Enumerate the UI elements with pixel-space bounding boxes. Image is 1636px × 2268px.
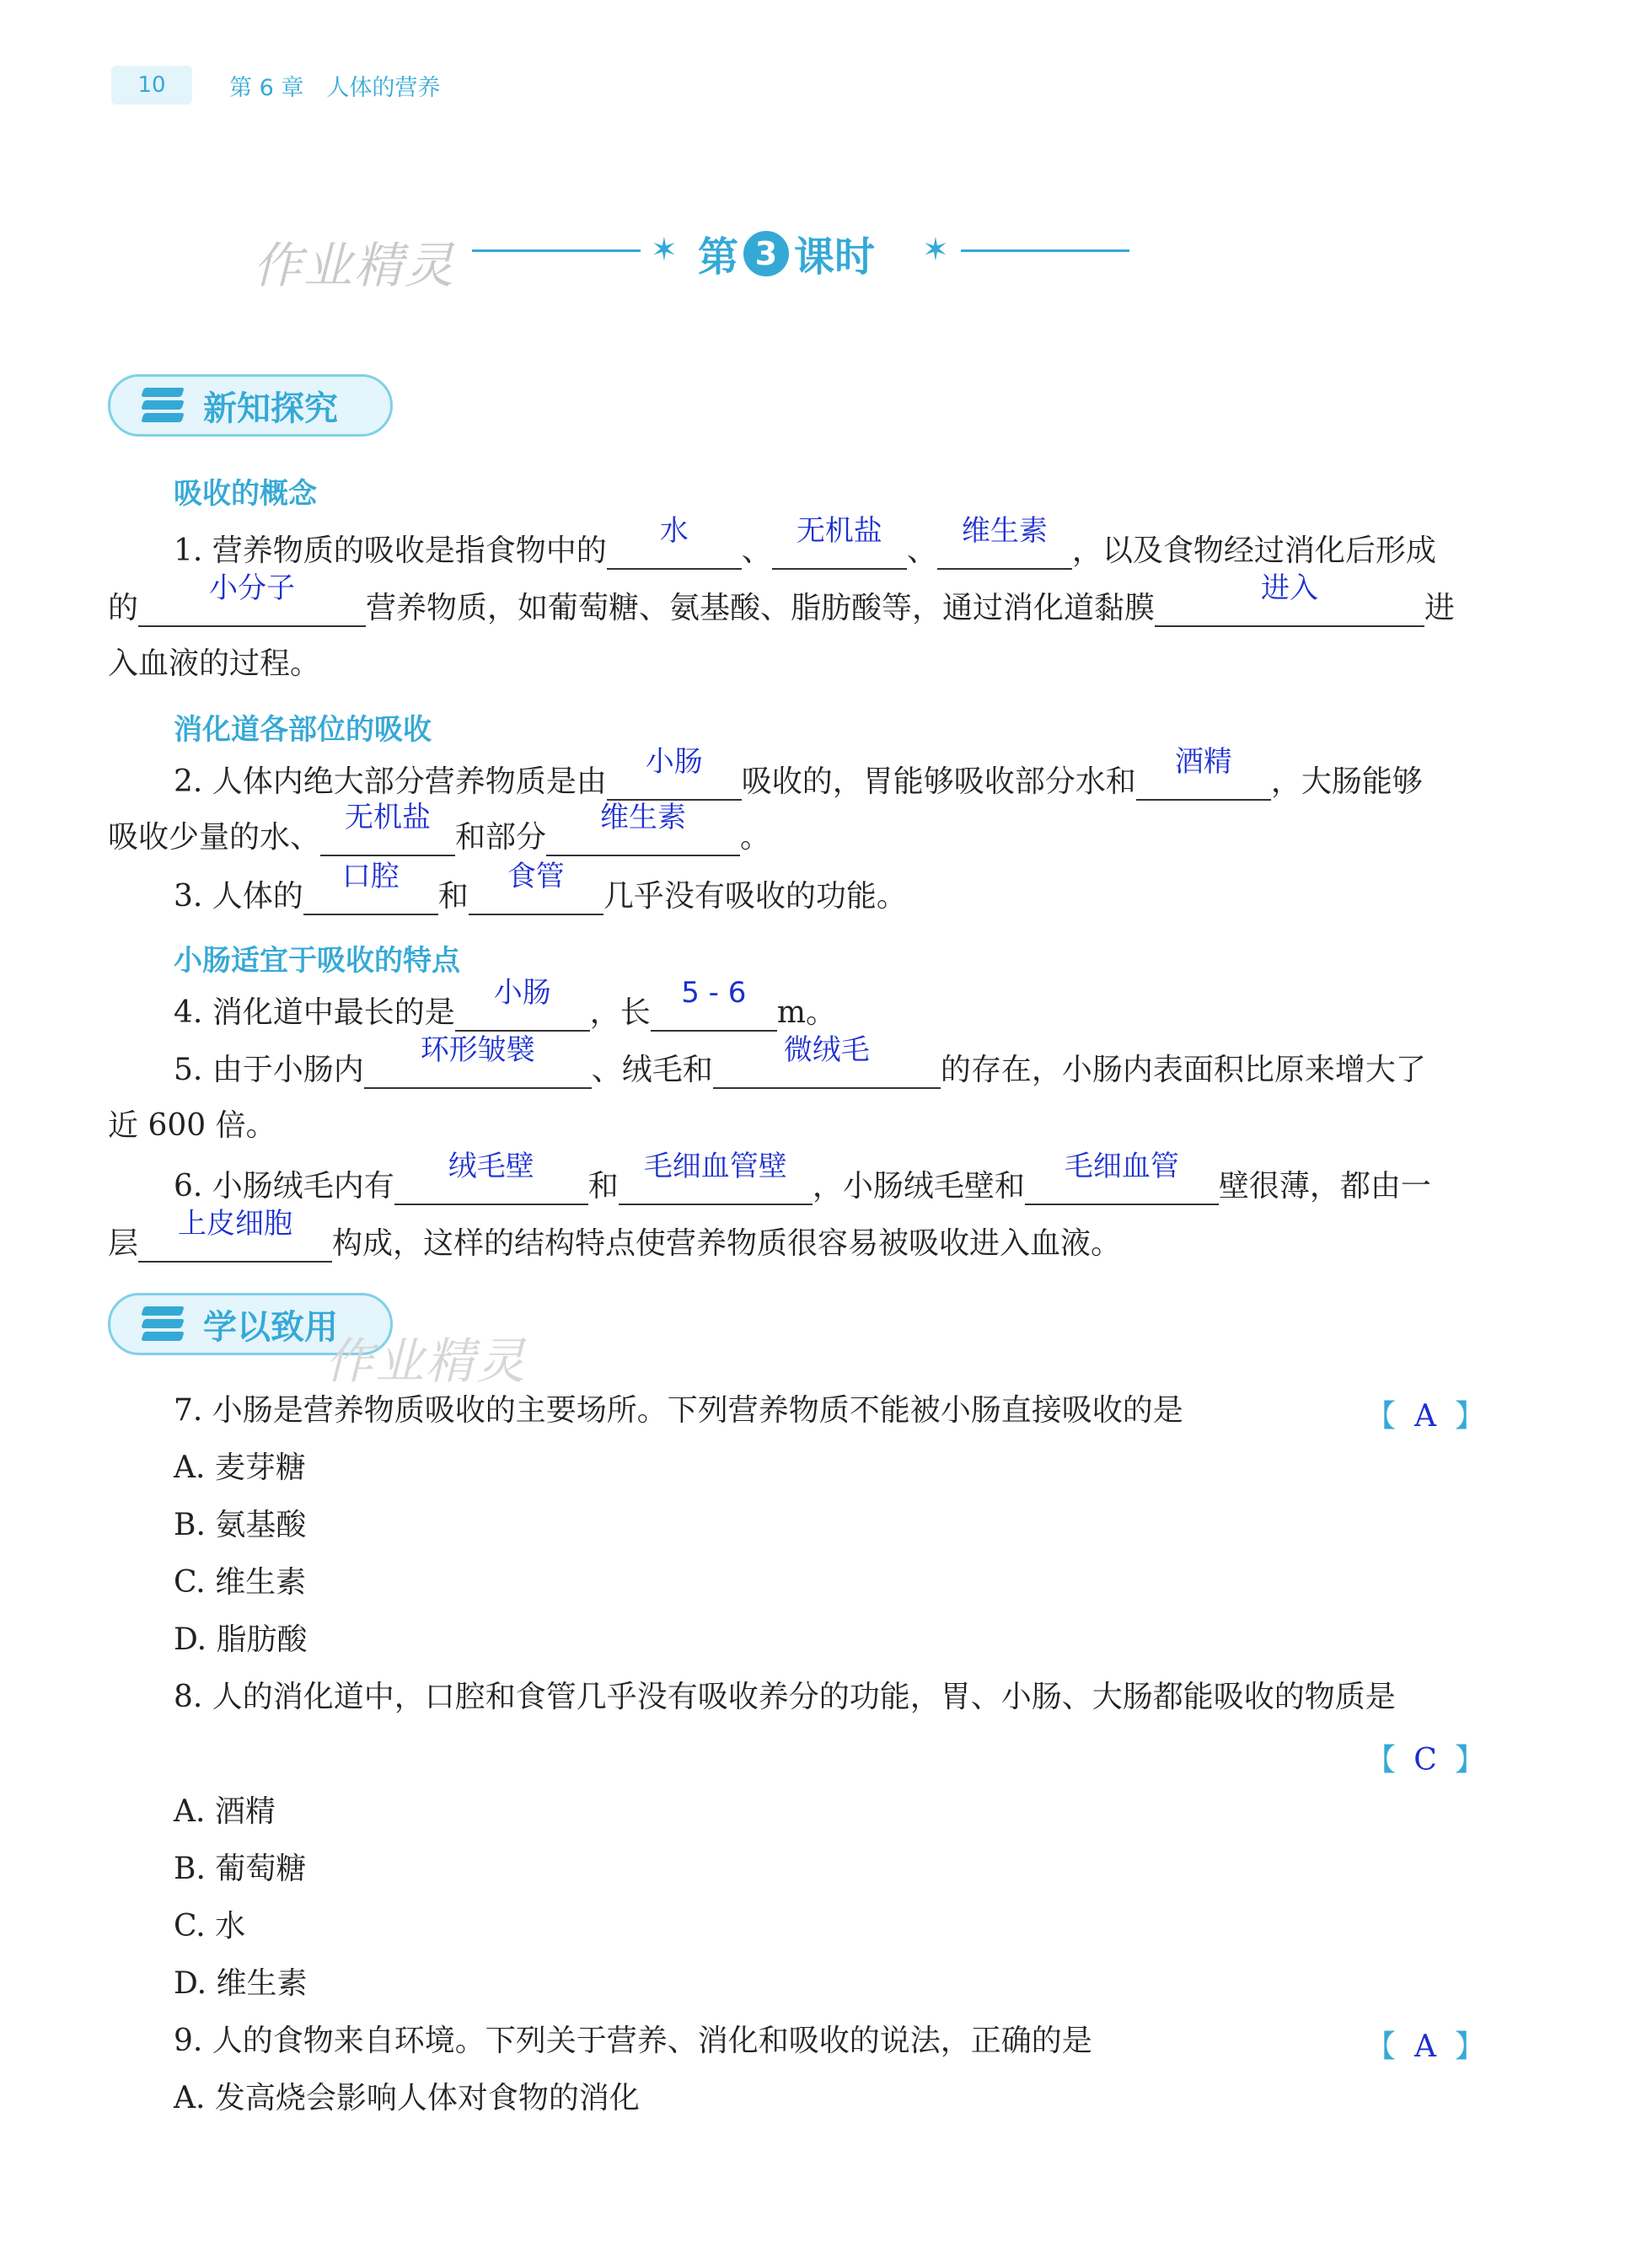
question-1-line-3: 入血液的过程。 <box>108 646 321 681</box>
section-title: 学以致用 <box>203 1307 338 1347</box>
option-9a: A. 发高烧会影响人体对食物的消化 <box>174 2081 640 2115</box>
answer: 小肠 <box>493 976 551 1010</box>
title-divider-left <box>472 249 641 252</box>
subhead-digestive-tract-absorption: 消化道各部位的吸收 <box>174 713 432 747</box>
answer: 水 <box>659 514 689 548</box>
question-2-line-2: 吸收少量的水、 无机盐 和部分 维生素 。 <box>108 801 771 855</box>
question-6-line-2: 层 上皮细胞 构成，这样的结构特点使营养物质很容易被吸收进入血液。 <box>108 1207 1122 1261</box>
answer: C <box>1413 1743 1437 1777</box>
star-icon: ✶ <box>651 231 678 268</box>
question-3: 3. 人体的 口腔 和 食管 几乎没有吸收的功能。 <box>174 860 907 914</box>
lesson-title-suffix: 课时 <box>794 233 876 281</box>
question-1-line-2: 的 小分子 营养物质，如葡萄糖、氨基酸、脂肪酸等，通过消化道黏膜 进入 进 <box>108 571 1456 625</box>
subhead-small-intestine-features: 小肠适宜于吸收的特点 <box>174 944 460 978</box>
watermark: 作业精灵 <box>325 1332 528 1390</box>
answer: 小分子 <box>209 571 296 605</box>
answer: 小肠 <box>645 745 703 779</box>
option-7d: D. 脂肪酸 <box>174 1622 308 1657</box>
answer: 绒毛壁 <box>448 1150 534 1183</box>
lesson-number-circle: 3 <box>743 231 789 276</box>
option-7b: B. 氨基酸 <box>174 1508 307 1542</box>
title-divider-right <box>961 249 1129 252</box>
chapter-title: 第 6 章 人体的营养 <box>229 75 441 101</box>
question-5-line-2: 近 600 倍。 <box>108 1108 276 1143</box>
answer: A <box>1414 2029 1437 2064</box>
question-1-line-1: 1. 营养物质的吸收是指食物中的 水 、 无机盐 、 维生素 ，以及食物经过消化后形成 <box>174 514 1436 568</box>
question-2-line-1: 2. 人体内绝大部分营养物质是由 小肠 吸收的，胃能够吸收部分水和 酒精 ，大肠能够 <box>174 745 1423 799</box>
answer: 进入 <box>1261 571 1319 605</box>
subhead-absorption-concept: 吸收的概念 <box>174 477 317 511</box>
answer: 维生素 <box>961 514 1048 548</box>
answer: 上皮细胞 <box>178 1207 293 1241</box>
question-6-line-1: 6. 小肠绒毛内有 绒毛壁 和 毛细血管壁 ，小肠绒毛壁和 毛细血管 壁很薄，都由一 <box>174 1150 1431 1204</box>
page-number: 10 <box>111 66 192 105</box>
option-7c: C. 维生素 <box>174 1565 307 1600</box>
answer-bracket-9: 【 A 】 <box>1365 2029 1486 2064</box>
answer: 5 - 6 <box>681 976 747 1010</box>
question-5-line-1: 5. 由于小肠内 环形皱襞 、绒毛和 微绒毛 的存在，小肠内表面积比原来增大了 <box>174 1033 1426 1087</box>
lesson-title-prefix: 第 <box>698 233 739 281</box>
answer: 酒精 <box>1174 745 1232 779</box>
answer: 无机盐 <box>796 514 882 548</box>
answer: 食管 <box>507 860 565 893</box>
answer: 毛细血管壁 <box>643 1150 787 1183</box>
answer: 维生素 <box>600 801 687 834</box>
option-8a: A. 酒精 <box>174 1794 276 1829</box>
answer: 环形皱襞 <box>420 1033 535 1067</box>
answer: 口腔 <box>341 860 400 893</box>
watermark: 作业精灵 <box>253 237 456 294</box>
books-icon <box>139 1303 190 1345</box>
answer: 无机盐 <box>345 801 432 834</box>
question-9-stem: 9. 人的食物来自环境。下列关于营养、消化和吸收的说法，正确的是 <box>174 2024 1092 2058</box>
answer: A <box>1414 1399 1437 1434</box>
lesson-title <box>472 219 1129 281</box>
question-4: 4. 消化道中最长的是 小肠 ，长 5 - 6 m。 <box>174 976 836 1030</box>
option-7a: A. 麦芽糖 <box>174 1450 306 1485</box>
star-icon: ✶ <box>922 231 949 268</box>
lesson-title-text <box>698 224 875 282</box>
section-badge-new-knowledge <box>108 374 393 437</box>
section-title: 新知探究 <box>203 389 338 428</box>
books-icon <box>139 384 190 426</box>
option-8b: B. 葡萄糖 <box>174 1852 307 1886</box>
answer-bracket-7: 【 A 】 <box>1365 1399 1486 1434</box>
answer: 微绒毛 <box>783 1033 870 1067</box>
question-8-stem: 8. 人的消化道中，口腔和食管几乎没有吸收养分的功能，胃、小肠、大肠都能吸收的物质是 <box>174 1680 1396 1714</box>
option-8d: D. 维生素 <box>174 1966 308 2001</box>
question-7-stem: 7. 小肠是营养物质吸收的主要场所。下列营养物质不能被小肠直接吸收的是 <box>174 1393 1183 1428</box>
answer: 毛细血管 <box>1064 1150 1179 1183</box>
answer-bracket-8: 【 C 】 <box>1365 1743 1486 1777</box>
option-8c: C. 水 <box>174 1909 246 1944</box>
